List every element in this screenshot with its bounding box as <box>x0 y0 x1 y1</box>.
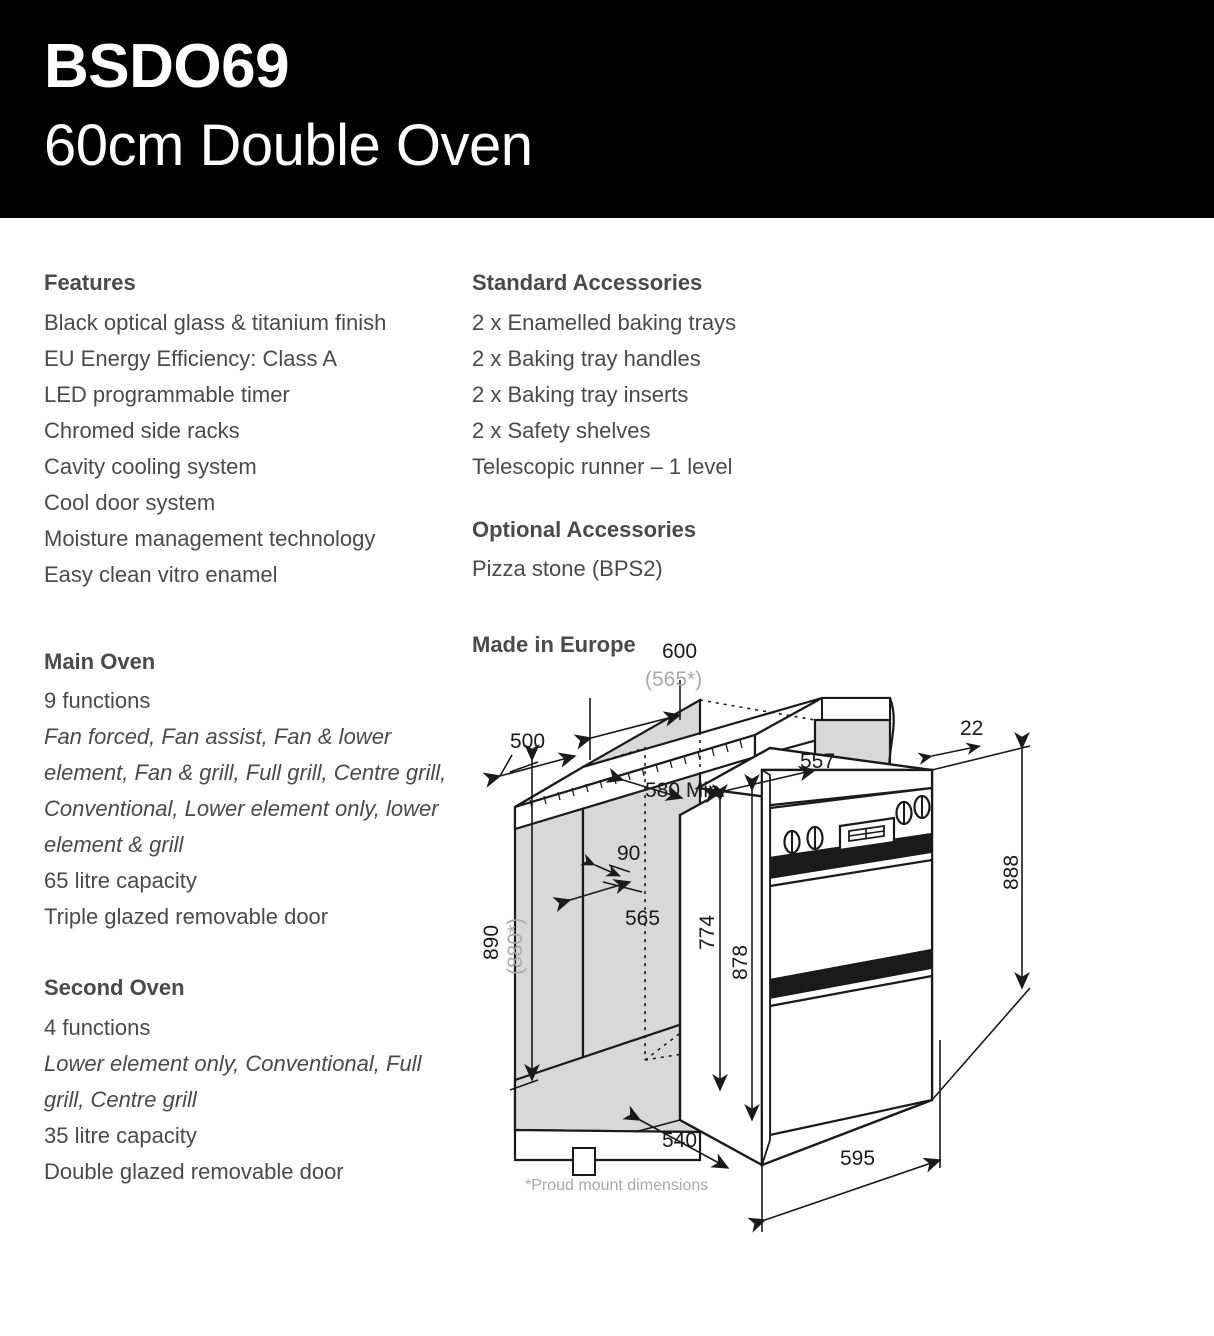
optional-accessories-title: Optional Accessories <box>472 516 697 542</box>
dim-oven-trim-depth: 22 <box>960 717 984 740</box>
feature-item: Chromed side racks <box>44 417 240 443</box>
dim-cabinet-height-proud: (880*) <box>504 917 527 975</box>
feature-item: EU Energy Efficiency: Class A <box>44 345 338 371</box>
dim-oven-height-overall: 888 <box>1000 854 1023 890</box>
main-oven-functions-count: 9 functions <box>44 688 151 714</box>
product-model: BSDO69 <box>44 32 290 101</box>
origin-title: Made in Europe <box>472 632 636 657</box>
spacer <box>472 485 812 515</box>
feature-item: Moisture management technology <box>44 525 376 551</box>
second-oven-capacity: 35 litre capacity <box>44 1123 197 1149</box>
feature-item: Black optical glass & titanium finish <box>44 309 387 335</box>
second-oven-functions-list: Lower element only, Conventional, Full grill, Centre grill <box>44 1051 422 1113</box>
second-oven-functions-count: 4 functions <box>44 1015 151 1041</box>
features-title: Features <box>44 270 136 295</box>
dim-cabinet-width-proud: (565*) <box>645 668 703 691</box>
standard-accessory-item: 2 x Enamelled baking trays <box>472 309 737 335</box>
second-oven-door: Double glazed removable door <box>44 1159 344 1185</box>
dim-cabinet-width: 600 <box>662 640 698 663</box>
features-section <box>44 268 464 593</box>
spacer <box>44 935 464 973</box>
dim-plinth-height: 90 <box>617 842 641 865</box>
optional-accessories-section <box>472 515 812 588</box>
dimension-diagram <box>470 620 1090 1240</box>
dim-oven-body-height: 774 <box>696 914 719 950</box>
dim-aperture-height-min: 580 Min. <box>645 779 726 802</box>
main-oven-capacity: 65 litre capacity <box>44 868 197 894</box>
product-subtitle: 60cm Double Oven <box>44 113 533 178</box>
main-oven-section <box>44 647 464 936</box>
second-oven-title: Second Oven <box>44 975 185 1001</box>
main-oven-functions-list: Fan forced, Fan assist, Fan & lower element, Fan & grill, Full grill, Centre grill, Conventional, Lower element only, lower element & grill <box>44 724 447 858</box>
standard-accessory-item: 2 x Safety shelves <box>472 417 651 443</box>
dim-oven-front-height: 878 <box>729 944 752 980</box>
diagram-footnote: *Proud mount dimensions <box>525 1177 709 1194</box>
main-oven-title: Main Oven <box>44 648 156 674</box>
right-column <box>472 268 812 587</box>
spacer <box>44 593 464 647</box>
dim-oven-depth-body: 557 <box>800 750 836 773</box>
dim-aperture-width: 565 <box>625 907 661 930</box>
dim-cabinet-depth: 500 <box>510 730 546 753</box>
feature-item: Easy clean vitro enamel <box>44 561 278 587</box>
standard-accessories-section <box>472 268 812 485</box>
dim-cabinet-height: 890 <box>480 924 503 960</box>
dim-oven-side-depth: 540 <box>662 1129 698 1152</box>
second-oven-section <box>44 973 464 1190</box>
feature-item: LED programmable timer <box>44 381 290 407</box>
oven-unit <box>680 748 932 1165</box>
standard-accessory-item: 2 x Baking tray inserts <box>472 381 689 407</box>
optional-accessory-item: Pizza stone (BPS2) <box>472 556 663 582</box>
page-header <box>0 0 1214 218</box>
dim-oven-front-width: 595 <box>840 1147 876 1170</box>
standard-accessory-item: 2 x Baking tray handles <box>472 345 701 371</box>
feature-item: Cool door system <box>44 489 216 515</box>
standard-accessories-title: Standard Accessories <box>472 270 703 295</box>
main-oven-door: Triple glazed removable door <box>44 904 329 930</box>
left-column <box>44 268 464 1190</box>
feature-item: Cavity cooling system <box>44 453 257 479</box>
standard-accessory-item: Telescopic runner – 1 level <box>472 453 733 479</box>
